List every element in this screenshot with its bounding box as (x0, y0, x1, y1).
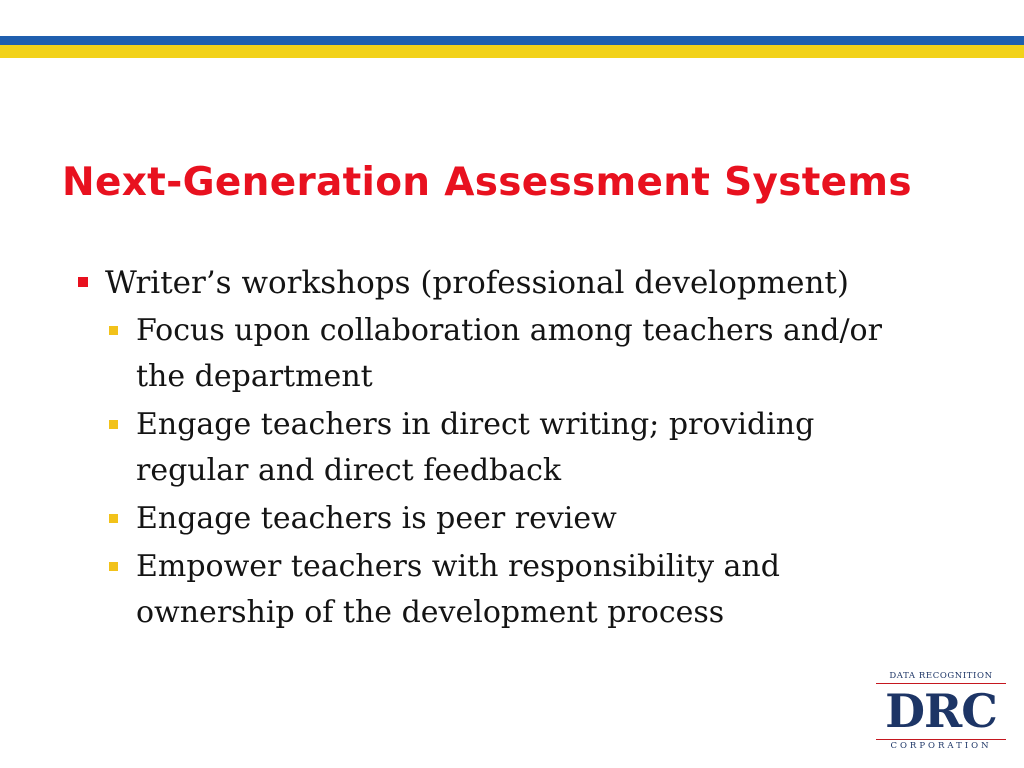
logo-main-text: DRC (885, 684, 997, 738)
header-stripe-blue (0, 36, 1024, 45)
square-bullet-icon (109, 420, 118, 429)
logo-top-text: DATA RECOGNITION (876, 670, 1006, 684)
sub-bullet-text: Focus upon collaboration among teachers and/or the department (136, 313, 882, 394)
logo-bottom-text: CORPORATION (876, 739, 1006, 753)
square-bullet-icon (109, 562, 118, 571)
square-bullet-icon (109, 326, 118, 335)
sub-bullet-item (109, 496, 916, 542)
sub-bullet-item (109, 544, 916, 636)
square-bullet-icon (109, 514, 118, 523)
drc-logo (876, 670, 1006, 754)
header-stripe-yellow (0, 45, 1024, 58)
sub-bullet-text: Engage teachers in direct writing; providing regular and direct feedback (136, 407, 815, 488)
sub-bullet-item (109, 308, 916, 400)
bullet-item-main (78, 262, 978, 304)
sub-bullet-item (109, 402, 916, 494)
slide-title: Next-Generation Assessment Systems (62, 160, 912, 205)
bullet-list (78, 262, 978, 636)
sub-bullet-text: Engage teachers is peer review (136, 501, 617, 536)
bullet-text: Writer’s workshops (professional development) (105, 265, 849, 301)
square-bullet-icon (78, 277, 88, 287)
sub-bullet-text: Empower teachers with responsibility and ownership of the development process (136, 549, 780, 630)
